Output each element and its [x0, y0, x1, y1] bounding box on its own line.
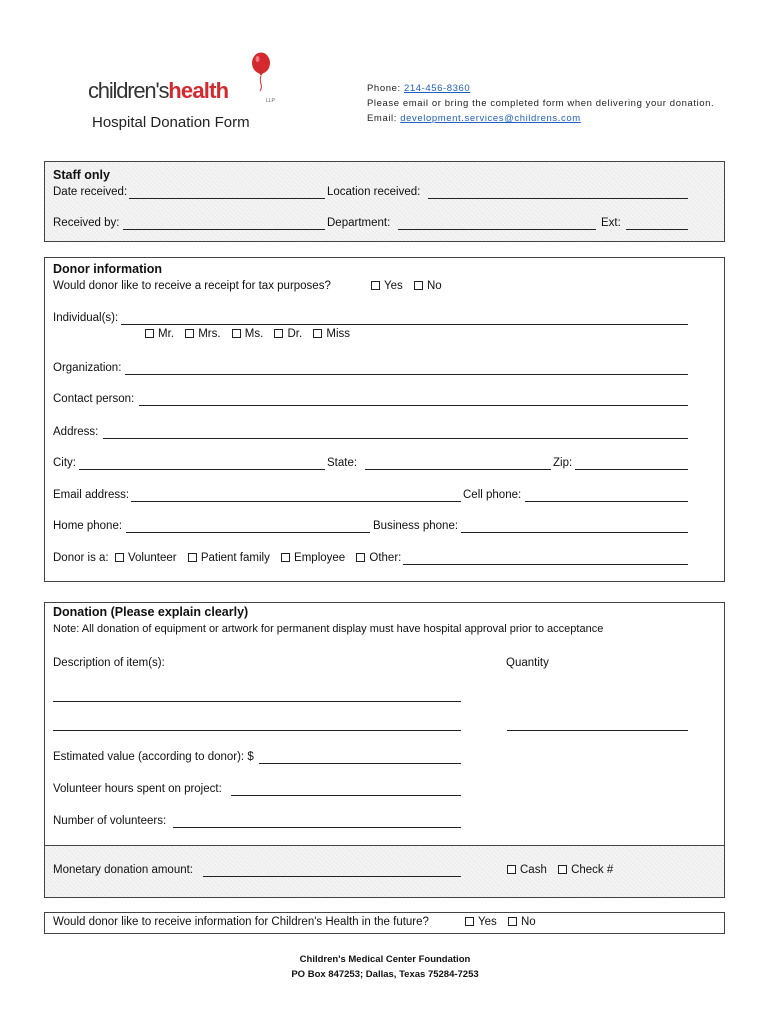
phone-link[interactable]: 214-456-8360	[403, 83, 471, 94]
donor-is-label: Donor is a:	[53, 552, 109, 564]
checkbox[interactable]	[313, 329, 322, 338]
organization-label: Organization:	[53, 362, 122, 374]
checkbox[interactable]	[558, 865, 567, 874]
donor-type-patient-family[interactable]	[188, 552, 270, 564]
received-by-label: Received by:	[53, 217, 120, 229]
checkbox[interactable]	[185, 329, 194, 338]
receipt-question: Would donor like to receive a receipt for tax purposes?	[53, 280, 331, 292]
donor-information-title: Donor information	[53, 262, 163, 276]
donation-section	[44, 602, 725, 898]
balloon-icon	[250, 52, 272, 92]
number-volunteers-row	[53, 815, 716, 831]
staff-only-title: Staff only	[53, 168, 110, 182]
check-option[interactable]	[558, 864, 613, 876]
address-label: Address:	[53, 426, 99, 438]
receipt-no-option[interactable]	[414, 280, 442, 292]
logo-bold-text: health	[168, 78, 229, 103]
state-label: State:	[327, 457, 358, 469]
future-yes-option[interactable]	[465, 916, 497, 928]
title-options-row	[53, 328, 716, 344]
location-received-field[interactable]	[428, 198, 688, 199]
no-label: No	[426, 280, 442, 292]
donation-note: Note: All donation of equipment or artwork for permanent display must have hospital approval prior to acceptance	[53, 623, 604, 635]
email-label: Email:	[367, 113, 401, 124]
monetary-row	[53, 864, 716, 880]
business-phone-label: Business phone:	[373, 520, 459, 532]
future-info-row	[53, 916, 716, 932]
email-row	[53, 489, 716, 505]
checkbox[interactable]	[356, 553, 365, 562]
title-option-miss[interactable]	[313, 328, 350, 340]
logo-suffix: LLP	[266, 98, 275, 104]
number-volunteers-label: Number of volunteers:	[53, 815, 167, 827]
checkbox[interactable]	[232, 329, 241, 338]
title-option-mrs[interactable]	[185, 328, 220, 340]
donor-type-label: Employee	[294, 552, 346, 564]
description-line-1	[53, 689, 716, 705]
receipt-options	[371, 280, 450, 292]
donor-type-label: Volunteer	[128, 552, 177, 564]
title-option-mr[interactable]	[145, 328, 174, 340]
checkbox[interactable]	[188, 553, 197, 562]
title-label: Ms.	[244, 328, 264, 340]
organization-row	[53, 362, 716, 378]
foundation-name: Children's Medical Center Foundation	[299, 954, 471, 965]
donor-type-label: Patient family	[200, 552, 270, 564]
business-phone-field[interactable]	[461, 532, 688, 533]
checkbox[interactable]	[371, 281, 380, 290]
description-header-row	[53, 657, 716, 673]
city-field[interactable]	[79, 469, 325, 470]
location-received-label: Location received:	[327, 186, 421, 198]
other-field[interactable]	[403, 564, 688, 565]
volunteer-hours-row	[53, 783, 716, 799]
description-field-2[interactable]	[53, 730, 461, 731]
individuals-label: Individual(s):	[53, 312, 119, 324]
instruction-text: Please email or bring the completed form when delivering your donation.	[367, 98, 715, 109]
email-address-field[interactable]	[131, 501, 461, 502]
payment-options	[507, 864, 621, 876]
contact-person-field[interactable]	[139, 405, 688, 406]
date-received-field[interactable]	[129, 198, 325, 199]
check-label: Check #	[571, 864, 614, 876]
volunteer-hours-label: Volunteer hours spent on project:	[53, 783, 222, 795]
description-field-1[interactable]	[53, 701, 461, 702]
date-received-label: Date received:	[53, 186, 128, 198]
foundation-address: PO Box 847253; Dallas, Texas 75284-7253	[291, 969, 479, 980]
checkbox[interactable]	[281, 553, 290, 562]
title-label: Dr.	[287, 328, 303, 340]
quantity-field[interactable]	[507, 730, 688, 731]
description-label: Description of item(s):	[53, 657, 165, 669]
cell-phone-field[interactable]	[525, 501, 688, 502]
cash-label: Cash	[520, 864, 547, 876]
checkbox[interactable]	[508, 917, 517, 926]
individuals-field[interactable]	[121, 324, 688, 325]
future-info-options	[465, 916, 544, 928]
yes-label: Yes	[384, 280, 403, 292]
received-by-field[interactable]	[123, 229, 325, 230]
estimated-value-label: Estimated value (according to donor): $	[53, 751, 254, 763]
logo-regular-text: children's	[88, 78, 169, 103]
ext-label: Ext:	[601, 217, 621, 229]
zip-label: Zip:	[553, 457, 573, 469]
donor-type-employee[interactable]	[281, 552, 345, 564]
department-label: Department:	[327, 217, 391, 229]
checkbox[interactable]	[414, 281, 423, 290]
checkbox[interactable]	[507, 865, 516, 874]
future-no-option[interactable]	[508, 916, 536, 928]
city-label: City:	[53, 457, 76, 469]
state-field[interactable]	[365, 469, 551, 470]
title-label: Mr.	[158, 328, 174, 340]
staff-only-section	[44, 161, 725, 242]
city-row	[53, 457, 716, 473]
title-label: Miss	[326, 328, 351, 340]
donor-type-other[interactable]	[356, 552, 401, 564]
donor-type-options	[115, 552, 409, 564]
home-phone-row	[53, 520, 716, 536]
monetary-field[interactable]	[203, 876, 461, 877]
title-label: Mrs.	[198, 328, 221, 340]
individuals-row	[53, 312, 716, 328]
cash-option[interactable]	[507, 864, 547, 876]
checkbox[interactable]	[465, 917, 474, 926]
form-title: Hospital Donation Form	[92, 114, 250, 131]
contact-person-label: Contact person:	[53, 393, 135, 405]
future-info-section	[44, 912, 725, 934]
checkbox[interactable]	[145, 329, 154, 338]
contact-person-row	[53, 393, 716, 409]
contact-info	[367, 81, 714, 126]
zip-field[interactable]	[575, 469, 688, 470]
donor-type-row	[53, 552, 716, 568]
checkbox[interactable]	[115, 553, 124, 562]
staff-row-1	[53, 186, 716, 202]
donor-information-section	[44, 257, 725, 582]
donor-type-label: Other:	[369, 552, 402, 564]
volunteer-hours-field[interactable]	[231, 795, 461, 796]
ext-field[interactable]	[626, 229, 688, 230]
quantity-label: Quantity	[506, 657, 549, 669]
email-link[interactable]: development.services@childrens.com	[400, 113, 581, 124]
checkbox[interactable]	[274, 329, 283, 338]
donor-type-volunteer[interactable]	[115, 552, 177, 564]
monetary-label: Monetary donation amount:	[53, 864, 194, 876]
organization-field[interactable]	[125, 374, 688, 375]
title-option-ms[interactable]	[232, 328, 264, 340]
home-phone-label: Home phone:	[53, 520, 123, 532]
no-label: No	[520, 916, 536, 928]
address-row	[53, 426, 716, 442]
title-option-dr[interactable]	[274, 328, 302, 340]
phone-label: Phone:	[367, 83, 404, 94]
description-line-2	[53, 718, 716, 734]
department-field[interactable]	[398, 229, 596, 230]
future-info-question: Would donor like to receive information for Children's Health in the future?	[53, 916, 429, 928]
number-volunteers-field[interactable]	[173, 827, 461, 828]
email-address-label: Email address:	[53, 489, 130, 501]
yes-label: Yes	[478, 916, 497, 928]
footer	[0, 952, 770, 982]
home-phone-field[interactable]	[126, 532, 370, 533]
childrens-health-logo	[88, 52, 288, 112]
receipt-row	[53, 280, 716, 296]
cell-phone-label: Cell phone:	[463, 489, 522, 501]
monetary-donation-subsection	[44, 845, 725, 898]
donation-title: Donation (Please explain clearly)	[53, 605, 249, 619]
logo-wordmark	[88, 78, 228, 104]
staff-row-2	[53, 217, 716, 233]
receipt-yes-option[interactable]	[371, 280, 403, 292]
title-options	[145, 328, 358, 340]
estimated-value-row	[53, 751, 716, 767]
address-field[interactable]	[103, 438, 688, 439]
estimated-value-field[interactable]	[259, 763, 461, 764]
